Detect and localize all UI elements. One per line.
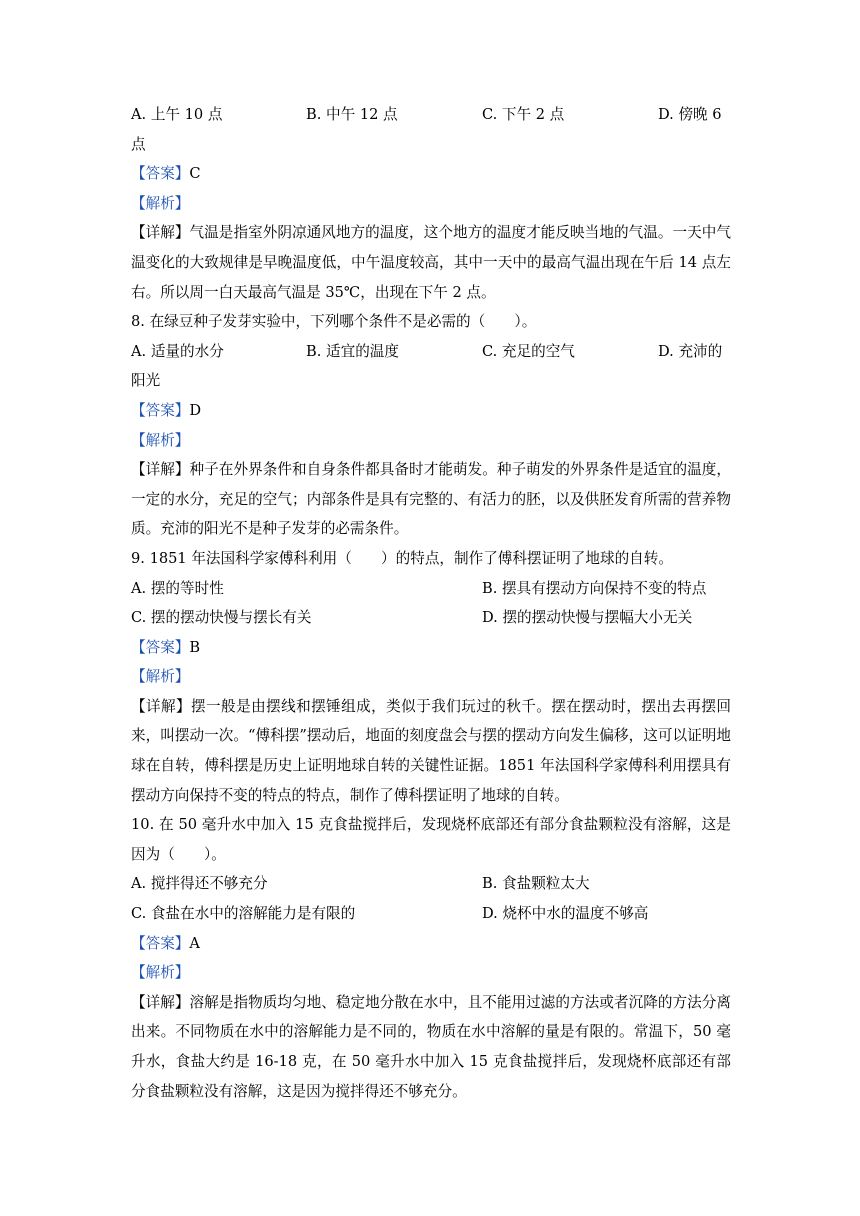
- answer-tag: 【答案】: [131, 934, 190, 952]
- answer-value: A: [189, 934, 200, 952]
- q10-stem: 10. 在 50 毫升水中加入 15 克食盐搅拌后，发现烧杯底部还有部分食盐颗粒没有溶解，这是因为（ ）。: [131, 816, 731, 863]
- q7-option-c: C. 下午 2 点: [482, 106, 565, 123]
- q7-option-a: A. 上午 10 点: [131, 106, 223, 123]
- q7-option-wrap: 点: [131, 135, 146, 153]
- answer-value: B: [189, 638, 201, 656]
- document-page: [131, 100, 731, 1106]
- q8-option-b: B. 适宜的温度: [306, 342, 399, 360]
- answer-tag: 【答案】: [131, 165, 190, 183]
- q9-option-a: A. 摆的等时性: [131, 579, 224, 597]
- q10-option-d: D. 烧杯中水的温度不够高: [482, 905, 649, 923]
- answer-tag: 【答案】: [131, 401, 190, 419]
- q10-option-b: B. 食盐颗粒太大: [482, 875, 590, 893]
- q8-stem: 8. 在绿豆种子发芽实验中，下列哪个条件不是必需的（ ）。: [131, 313, 537, 331]
- q9-answer: [131, 633, 731, 663]
- q10-option-c: C. 食盐在水中的溶解能力是有限的: [131, 905, 356, 923]
- q8-option-wrap: 阳光: [131, 372, 161, 390]
- q9-option-b: B. 摆具有摆动方向保持不变的特点: [482, 579, 707, 597]
- q9-detail: 【详解】摆一般是由摆线和摆锤组成，类似于我们玩过的秋千。摆在摆动时，摆出去再摆回来，叫摆动一次。“傅科摆”摆动后，地面的刻度盘会与摆的摆动方向发生偏移，这可以证明地球在自转，傅科摆是历史上证明地球自转的关键性证据。1851 年法国科学家傅科利用摆具有摆动方向保持不变的特点的特点，制作了傅科摆证明了地球的自转。: [131, 697, 731, 804]
- q10-option-a: A. 搅拌得还不够充分: [131, 875, 268, 893]
- q10-analysis-tag: 【解析】: [131, 964, 190, 982]
- answer-tag: 【答案】: [131, 638, 190, 656]
- q10-detail: 【详解】溶解是指物质均匀地、稳定地分散在水中，且不能用过滤的方法或者沉降的方法分离出来。不同物质在水中的溶解能力是不同的，物质在水中溶解的量是有限的。常温下，50 毫升水，食盐大约是 16-18 克，在 50 毫升水中加入 15 克食盐搅拌后，发现烧杯底部还有部分食盐颗粒没有溶解，这是因为搅拌得还不够充分。: [131, 993, 731, 1100]
- q9-options-row-1: [131, 574, 731, 604]
- q9-option-d: D. 摆的摆动快慢与摆幅大小无关: [482, 609, 693, 627]
- q7-detail: 【详解】气温是指室外阴凉通风地方的温度，这个地方的温度才能反映当地的气温。一天中气温变化的大致规律是早晚温度低，中午温度较高，其中一天中的最高气温出现在午后 14 点左右。所以周一白天最高气温是 35℃，出现在下午 2 点。: [131, 224, 731, 301]
- q9-option-c: C. 摆的摆动快慢与摆长有关: [131, 609, 312, 627]
- q7-option-b: B. 中午 12 点: [306, 106, 398, 123]
- q7-answer: [131, 159, 731, 189]
- q7-option-d: D. 傍晚 6: [658, 106, 722, 123]
- q9-analysis-tag: 【解析】: [131, 668, 190, 686]
- q7-analysis-tag: 【解析】: [131, 194, 190, 212]
- q8-option-d: D. 充沛的: [658, 342, 723, 360]
- q8-detail: 【详解】种子在外界条件和自身条件都具备时才能萌发。种子萌发的外界条件是适宜的温度，一定的水分，充足的空气；内部条件是具有完整的、有活力的胚，以及供胚发育所需的营养物质。充沛的阳光不是种子发芽的必需条件。: [131, 461, 731, 538]
- answer-value: D: [189, 401, 202, 419]
- q9-options-row-2: [131, 603, 731, 633]
- q8-analysis-tag: 【解析】: [131, 431, 190, 449]
- q10-options-row-1: [131, 869, 731, 899]
- q9-stem: 9. 1851 年法国科学家傅科利用（ ）的特点，制作了傅科摆证明了地球的自转。: [131, 549, 673, 567]
- q8-option-c: C. 充足的空气: [482, 342, 575, 360]
- answer-value: C: [189, 165, 201, 183]
- q10-options-row-2: [131, 899, 731, 929]
- q7-options-row: [131, 100, 731, 130]
- q8-answer: [131, 396, 731, 426]
- q8-options-row: [131, 337, 731, 367]
- q8-option-a: A. 适量的水分: [131, 342, 224, 360]
- q10-answer: [131, 929, 731, 959]
